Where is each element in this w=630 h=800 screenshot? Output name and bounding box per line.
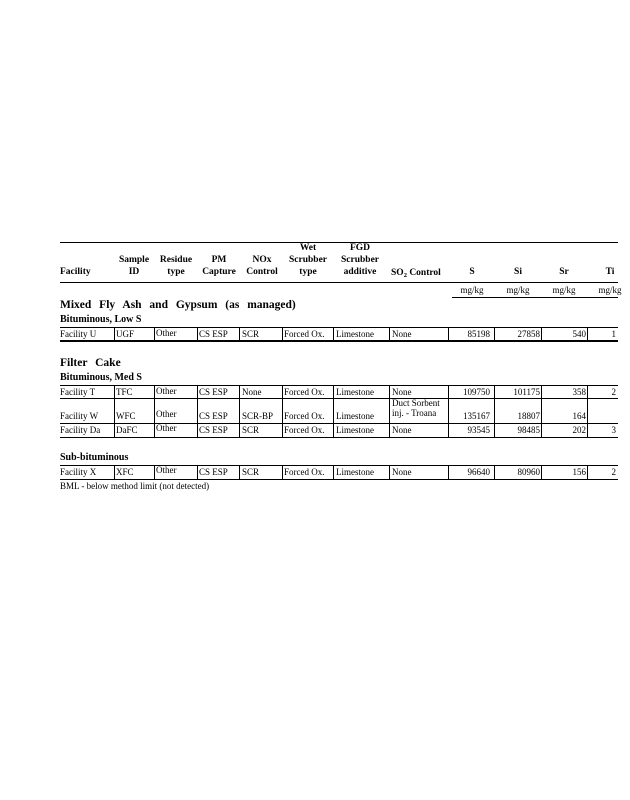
- cell-so2: None: [392, 387, 412, 397]
- header-fgd-scrubber-additive: FGD Scrubber additive: [341, 243, 379, 277]
- cell-sample-id: WFC: [116, 411, 136, 421]
- cell-sample-id: DaFC: [116, 425, 138, 435]
- unit-ti: mg/kg: [598, 285, 622, 295]
- cell-additive: Limestone: [336, 411, 374, 421]
- cell-si: 80960: [517, 467, 540, 477]
- header-nox-control: NOx Control: [246, 255, 278, 277]
- cell-s: 109750: [463, 387, 490, 397]
- cell-sr: 156: [572, 467, 586, 477]
- row-top-rule: [60, 327, 618, 328]
- unit-sr: mg/kg: [552, 285, 576, 295]
- unit-s: mg/kg: [460, 285, 484, 295]
- header-facility: Facility: [60, 267, 91, 277]
- section-subtitle-sub-bituminous: Sub-bituminous: [60, 452, 129, 463]
- section-bottom-rule: [60, 437, 618, 438]
- cell-si: 27858: [517, 329, 540, 339]
- cell-s: 93545: [467, 425, 490, 435]
- cell-si: 98485: [517, 425, 540, 435]
- cell-sample-id: XFC: [116, 467, 134, 477]
- cell-additive: Limestone: [336, 329, 374, 339]
- section-title-filter-cake: Filter Cake: [60, 357, 121, 369]
- units-rule: [452, 297, 618, 298]
- header-pm-capture: PM Capture: [202, 255, 236, 277]
- header-residue-type: Residue type: [159, 255, 193, 277]
- table-bottom-rule: [60, 479, 618, 480]
- header-so2-control: $SO_2$ Control: [391, 268, 441, 279]
- row-top-rule: [60, 385, 618, 386]
- cell-si: 101175: [513, 387, 540, 397]
- cell-nox: SCR: [242, 467, 260, 477]
- cell-s: 135167: [463, 411, 490, 421]
- cell-sample-id: UGF: [116, 329, 135, 339]
- cell-pm: CS ESP: [199, 329, 228, 339]
- cell-sr: 358: [572, 387, 586, 397]
- cell-sr: 202: [572, 425, 586, 435]
- cell-residue: Other: [156, 465, 177, 475]
- cell-sr: 164: [572, 411, 586, 421]
- cell-residue: Other: [156, 328, 177, 338]
- cell-ti: 3: [611, 425, 616, 435]
- cell-scrubber: Forced Ox.: [284, 411, 325, 421]
- cell-nox: None: [242, 387, 262, 397]
- cell-additive: Limestone: [336, 467, 374, 477]
- cell-so2: None: [392, 467, 412, 477]
- header-si: Si: [514, 267, 522, 277]
- cell-s: 85198: [467, 329, 490, 339]
- section-bottom-rule: [60, 340, 618, 342]
- cell-pm: CS ESP: [199, 387, 228, 397]
- section-title-mixed-fly-ash: Mixed Fly Ash and Gypsum (as managed): [60, 299, 296, 311]
- cell-so2: None: [392, 329, 412, 339]
- cell-scrubber: Forced Ox.: [284, 387, 325, 397]
- cell-so2: None: [392, 425, 412, 435]
- cell-ti: 2: [611, 387, 616, 397]
- cell-ti: 1: [611, 329, 616, 339]
- cell-s: 96640: [467, 467, 490, 477]
- footnote: BML - below method limit (not detected): [60, 481, 210, 491]
- cell-si: 18807: [517, 411, 540, 421]
- cell-facility: Facility Da: [60, 425, 101, 435]
- cell-scrubber: Forced Ox.: [284, 329, 325, 339]
- cell-scrubber: Forced Ox.: [284, 425, 325, 435]
- cell-facility: Facility U: [60, 329, 97, 339]
- cell-facility: Facility T: [60, 387, 96, 397]
- cell-pm: CS ESP: [199, 425, 228, 435]
- cell-additive: Limestone: [336, 387, 374, 397]
- cell-sample-id: TFC: [116, 387, 133, 397]
- cell-sr: 540: [572, 329, 586, 339]
- section-subtitle-bituminous-low-s: Bituminous, Low S: [60, 314, 142, 325]
- cell-ti: 2: [611, 467, 616, 477]
- cell-so2: Duct Sorbent inj. - Troana: [392, 398, 440, 418]
- header-bottom-rule: [60, 282, 618, 283]
- cell-additive: Limestone: [336, 425, 374, 435]
- cell-facility: Facility W: [60, 411, 99, 421]
- cell-pm: CS ESP: [199, 467, 228, 477]
- header-sample-id: Sample ID: [118, 255, 150, 277]
- cell-residue: Other: [156, 423, 177, 433]
- header-ti: Ti: [605, 267, 615, 277]
- cell-scrubber: Forced Ox.: [284, 467, 325, 477]
- cell-nox: SCR: [242, 329, 260, 339]
- header-sr: Sr: [559, 267, 569, 277]
- cell-pm: CS ESP: [199, 411, 228, 421]
- header-s: S: [469, 267, 475, 277]
- cell-residue: Other: [156, 409, 177, 419]
- cell-facility: Facility X: [60, 467, 97, 477]
- cell-residue: Other: [156, 386, 177, 396]
- header-wet-scrubber-type: Wet Scrubber type: [289, 243, 327, 277]
- row-top-rule: [60, 465, 618, 466]
- cell-nox: SCR-BP: [242, 411, 274, 421]
- unit-si: mg/kg: [506, 285, 530, 295]
- row-rule: [60, 423, 618, 424]
- row-rule: [60, 398, 618, 399]
- cell-nox: SCR: [242, 425, 260, 435]
- section-subtitle-bituminous-med-s: Bituminous, Med S: [60, 372, 142, 383]
